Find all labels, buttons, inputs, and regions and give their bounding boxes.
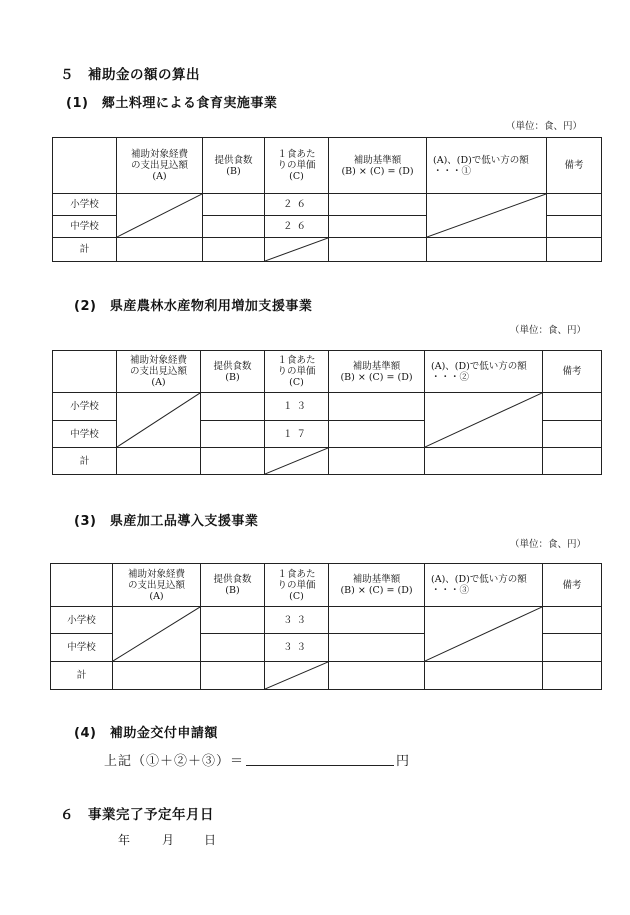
meals-cell[interactable] (203, 216, 265, 238)
header-a-line1: 補助対象経費 (130, 149, 188, 160)
remarks-cell[interactable] (547, 216, 602, 238)
row-label: 小学校 (53, 393, 117, 421)
a-total-cell[interactable] (117, 238, 203, 262)
remarks-cell[interactable] (547, 238, 602, 262)
header-d (329, 138, 427, 194)
remarks-cell[interactable] (543, 607, 602, 634)
unit-price-cell: ３３ (265, 634, 329, 662)
unit-price-cell: ２６ (265, 216, 329, 238)
header-e-line1: (A)、(D)で低い方の額 (431, 574, 527, 585)
header-c-line1: １食あた (277, 568, 316, 580)
a-total-cell[interactable] (117, 448, 201, 475)
header-c-line2: りの単価 (277, 366, 316, 377)
header-e-line1: (A)、(D)で低い方の額 (431, 360, 527, 372)
header-blank (51, 564, 113, 607)
remarks-cell[interactable] (543, 662, 602, 690)
diagonal-line (427, 194, 546, 237)
header-e-line2: ・・・① (433, 165, 472, 177)
header-b-line1: 提供食数 (213, 574, 252, 585)
header-c (265, 351, 329, 393)
header-d (329, 351, 425, 393)
header-c-line2: りの単価 (277, 579, 316, 591)
a-diagonal-cell (113, 607, 201, 662)
table3-unit: （単位：食、円） (510, 539, 587, 550)
remarks-cell[interactable] (543, 448, 602, 475)
header-a-line2: の支出見込額 (129, 366, 187, 377)
header-b-line2: (B) (226, 165, 241, 177)
diagonal-line (117, 194, 202, 237)
row-label: 計 (51, 662, 113, 690)
header-e-line1: (A)、(D)で低い方の額 (433, 154, 529, 166)
standard-amount-cell[interactable] (329, 607, 425, 634)
table1-title: (1) 郷土料理による食育実施事業 (66, 96, 278, 111)
currency-label: 円 (396, 754, 411, 769)
table3-title: (3) 県産加工品導入支援事業 (74, 514, 259, 529)
section-6-title: ６ 事業完了予定年月日 (60, 807, 214, 823)
header-c-line3: (C) (289, 377, 304, 388)
meals-cell[interactable] (201, 421, 265, 448)
unit-price-cell: １７ (265, 421, 329, 448)
section-4-title: (4) 補助金交付申請額 (74, 726, 218, 741)
e-diagonal-cell (425, 393, 543, 448)
header-remarks: 備考 (543, 351, 602, 393)
header-c-line3: (C) (289, 590, 304, 602)
application-formula: 上記（①＋②＋③）＝ (104, 754, 245, 769)
e-diagonal-cell (427, 194, 547, 238)
table-row-total (53, 238, 602, 262)
unit-price-cell: １３ (265, 393, 329, 421)
header-e-line2: ・・・② (431, 371, 470, 383)
header-b-line2: (B) (225, 371, 240, 383)
table-row-total (53, 448, 602, 475)
table-row-total (51, 662, 602, 690)
header-e-line2: ・・・③ (431, 585, 470, 596)
table2 (52, 350, 602, 475)
row-label: 中学校 (53, 421, 117, 448)
row-label: 計 (53, 448, 117, 475)
header-blank (53, 351, 117, 393)
diagonal-line (425, 393, 542, 447)
table3-header-row (51, 564, 602, 607)
c-total-diagonal-cell (265, 238, 329, 262)
remarks-cell[interactable] (543, 421, 602, 448)
month-label: 月 (162, 833, 175, 847)
a-diagonal-cell (117, 194, 203, 238)
header-b-line2: (B) (225, 585, 240, 596)
standard-amount-cell[interactable] (329, 421, 425, 448)
table2-title: (2) 県産農林水産物利用増加支援事業 (74, 299, 313, 314)
c-total-diagonal-cell (265, 662, 329, 690)
header-b (201, 564, 265, 607)
a-total-cell[interactable] (113, 662, 201, 690)
meals-cell[interactable] (201, 393, 265, 421)
header-b-line1: 提供食数 (214, 154, 253, 166)
header-a-line3: (A) (152, 171, 167, 182)
meals-total-cell[interactable] (203, 238, 265, 262)
header-a-line2: の支出見込額 (127, 579, 185, 591)
header-c (265, 564, 329, 607)
header-blank (53, 138, 117, 194)
header-c-line2: りの単価 (277, 160, 316, 171)
header-a-line2: の支出見込額 (130, 160, 188, 171)
header-b-line1: 提供食数 (213, 360, 252, 372)
application-amount-field[interactable] (246, 750, 394, 766)
table3 (50, 563, 602, 690)
header-d-line2: (B) × (C) = (D) (340, 371, 413, 383)
standard-amount-cell[interactable] (329, 634, 425, 662)
diagonal-line (265, 238, 328, 261)
header-e (427, 138, 547, 194)
diagonal-line (265, 662, 328, 689)
table1 (52, 137, 602, 262)
header-c-line1: １食あた (277, 149, 316, 160)
table-row (51, 607, 602, 634)
header-b (203, 138, 265, 194)
unit-price-cell: ２６ (265, 194, 329, 216)
e-total-cell[interactable] (427, 238, 547, 262)
table1-header-row (53, 138, 602, 194)
standard-total-cell[interactable] (329, 448, 425, 475)
row-label: 小学校 (51, 607, 113, 634)
table-row (53, 393, 602, 421)
header-e (425, 351, 543, 393)
header-b (201, 351, 265, 393)
row-label: 小学校 (53, 194, 117, 216)
meals-cell[interactable] (203, 194, 265, 216)
year-label: 年 (118, 833, 131, 847)
header-c (265, 138, 329, 194)
header-c-line3: (C) (289, 171, 304, 182)
remarks-cell[interactable] (543, 634, 602, 662)
standard-amount-cell[interactable] (329, 216, 427, 238)
e-total-cell[interactable] (425, 662, 543, 690)
a-diagonal-cell (117, 393, 201, 448)
header-a-line1: 補助対象経費 (127, 568, 185, 580)
meals-total-cell[interactable] (201, 448, 265, 475)
standard-total-cell[interactable] (329, 238, 427, 262)
standard-amount-cell[interactable] (329, 194, 427, 216)
header-remarks: 備考 (543, 564, 602, 607)
c-total-diagonal-cell (265, 448, 329, 475)
header-d-line1: 補助基準額 (352, 360, 401, 372)
header-a (117, 351, 201, 393)
table2-header-row (53, 351, 602, 393)
row-label: 中学校 (51, 634, 113, 662)
diagonal-line (265, 448, 328, 474)
header-e (425, 564, 543, 607)
header-d-line1: 補助基準額 (353, 154, 402, 166)
header-d-line2: (B) × (C) = (D) (341, 165, 414, 177)
header-a (113, 564, 201, 607)
header-a-line3: (A) (149, 590, 164, 602)
row-label: 計 (53, 238, 117, 262)
day-label: 日 (204, 833, 217, 847)
header-d (329, 564, 425, 607)
header-d-line2: (B) × (C) = (D) (340, 585, 413, 596)
header-a-line3: (A) (151, 377, 166, 388)
table2-unit: （単位：食、円） (510, 325, 587, 336)
diagonal-line (113, 607, 200, 661)
table-row (53, 194, 602, 216)
e-diagonal-cell (425, 607, 543, 662)
e-total-cell[interactable] (425, 448, 543, 475)
table1-unit: （単位：食、円） (506, 121, 583, 132)
header-a-line1: 補助対象経費 (129, 355, 187, 366)
unit-price-cell: ３３ (265, 607, 329, 634)
header-a (117, 138, 203, 194)
row-label: 中学校 (53, 216, 117, 238)
standard-total-cell[interactable] (329, 662, 425, 690)
section-5-title: ５ 補助金の額の算出 (60, 67, 200, 83)
header-c-line1: １食あた (277, 355, 316, 366)
standard-amount-cell[interactable] (329, 393, 425, 421)
header-d-line1: 補助基準額 (352, 574, 401, 585)
meals-cell[interactable] (201, 607, 265, 634)
diagonal-line (117, 393, 200, 447)
meals-total-cell[interactable] (201, 662, 265, 690)
header-remarks: 備考 (547, 138, 602, 194)
remarks-cell[interactable] (543, 393, 602, 421)
diagonal-line (425, 607, 542, 661)
remarks-cell[interactable] (547, 194, 602, 216)
meals-cell[interactable] (201, 634, 265, 662)
